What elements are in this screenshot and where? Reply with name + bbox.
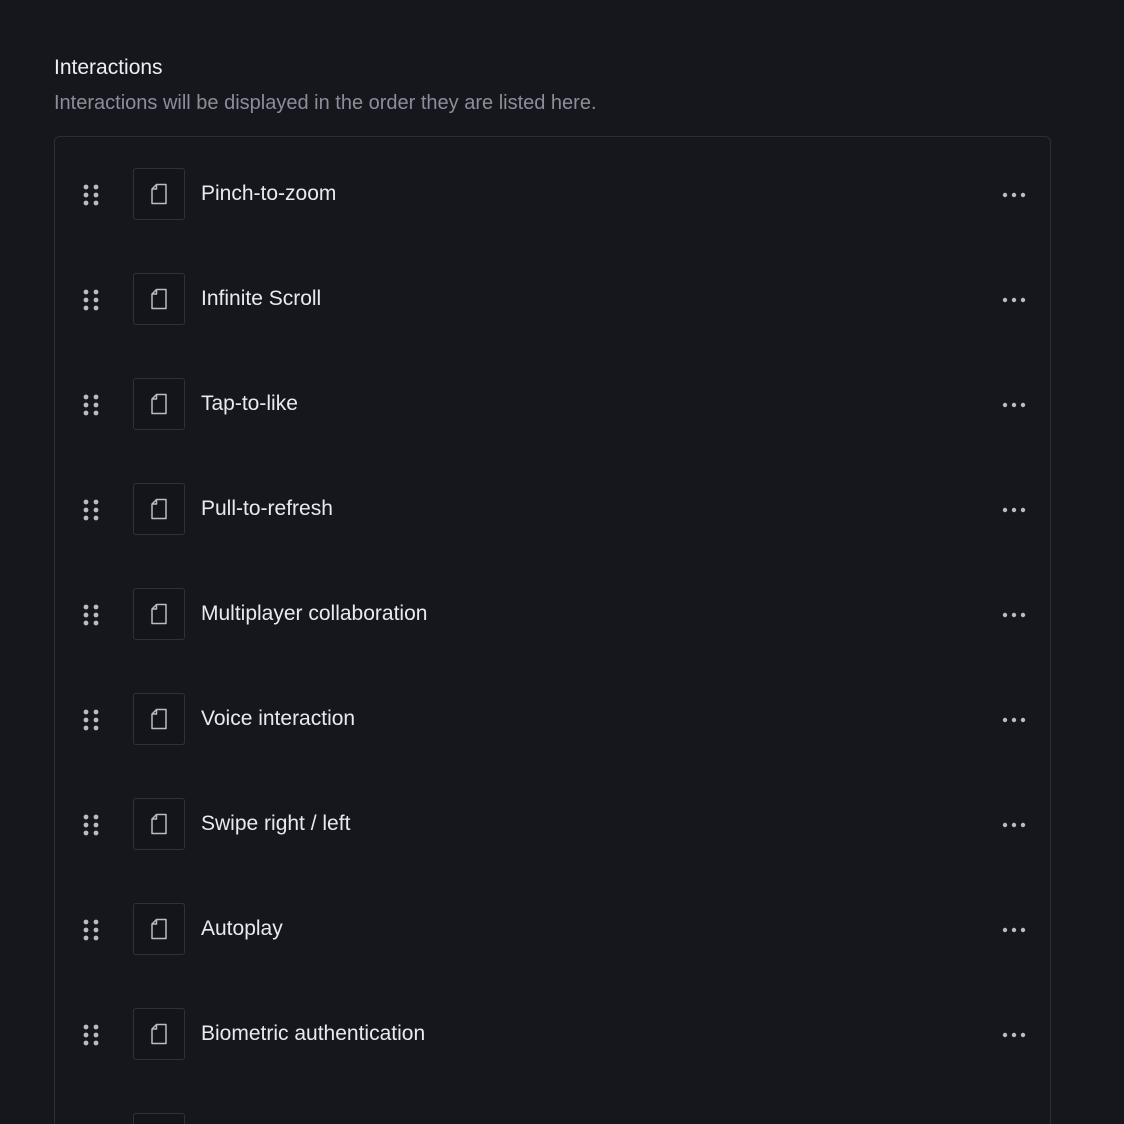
list-item[interactable] [55, 272, 1050, 328]
section-description: Interactions will be displayed in the order they are listed here. [54, 92, 597, 114]
more-horizontal-icon[interactable] [998, 496, 1030, 524]
document-icon [133, 378, 185, 430]
section-title: Interactions [54, 56, 163, 79]
drag-handle-icon[interactable] [83, 604, 99, 626]
list-item-label: Pinch-to-zoom [201, 182, 337, 205]
more-horizontal-icon[interactable] [998, 706, 1030, 734]
more-horizontal-icon[interactable] [998, 601, 1030, 629]
document-icon [133, 693, 185, 745]
drag-handle-icon[interactable] [83, 814, 99, 836]
list-item-label: Infinite Scroll [201, 287, 322, 310]
list-item[interactable] [55, 1007, 1050, 1063]
interactions-list [54, 136, 1051, 1124]
list-item[interactable] [55, 482, 1050, 538]
more-horizontal-icon[interactable] [998, 286, 1030, 314]
more-horizontal-icon[interactable] [998, 1021, 1030, 1049]
drag-handle-icon[interactable] [83, 1024, 99, 1046]
list-item[interactable] [55, 587, 1050, 643]
drag-handle-icon[interactable] [83, 709, 99, 731]
list-item[interactable] [55, 1112, 1050, 1124]
drag-handle-icon[interactable] [83, 289, 99, 311]
document-icon [133, 1113, 185, 1124]
drag-handle-icon[interactable] [83, 499, 99, 521]
list-item[interactable] [55, 797, 1050, 853]
more-horizontal-icon[interactable] [998, 811, 1030, 839]
more-horizontal-icon[interactable] [998, 181, 1030, 209]
document-icon [133, 588, 185, 640]
document-icon [133, 903, 185, 955]
list-item[interactable] [55, 902, 1050, 958]
list-item-label: Multiplayer collaboration [201, 602, 428, 625]
list-item-label: Pull-to-refresh [201, 497, 333, 520]
drag-handle-icon[interactable] [83, 184, 99, 206]
list-item[interactable] [55, 377, 1050, 433]
list-item[interactable] [55, 167, 1050, 223]
document-icon [133, 1008, 185, 1060]
list-item-label: Autoplay [201, 917, 283, 940]
list-item-label: Swipe right / left [201, 812, 351, 835]
document-icon [133, 483, 185, 535]
list-item[interactable] [55, 692, 1050, 748]
document-icon [133, 273, 185, 325]
list-item-label: Biometric authentication [201, 1022, 426, 1045]
list-item-label: Voice interaction [201, 707, 356, 730]
document-icon [133, 168, 185, 220]
document-icon [133, 798, 185, 850]
drag-handle-icon[interactable] [83, 919, 99, 941]
list-item-label: Tap-to-like [201, 392, 298, 415]
more-horizontal-icon[interactable] [998, 916, 1030, 944]
drag-handle-icon[interactable] [83, 394, 99, 416]
more-horizontal-icon[interactable] [998, 391, 1030, 419]
